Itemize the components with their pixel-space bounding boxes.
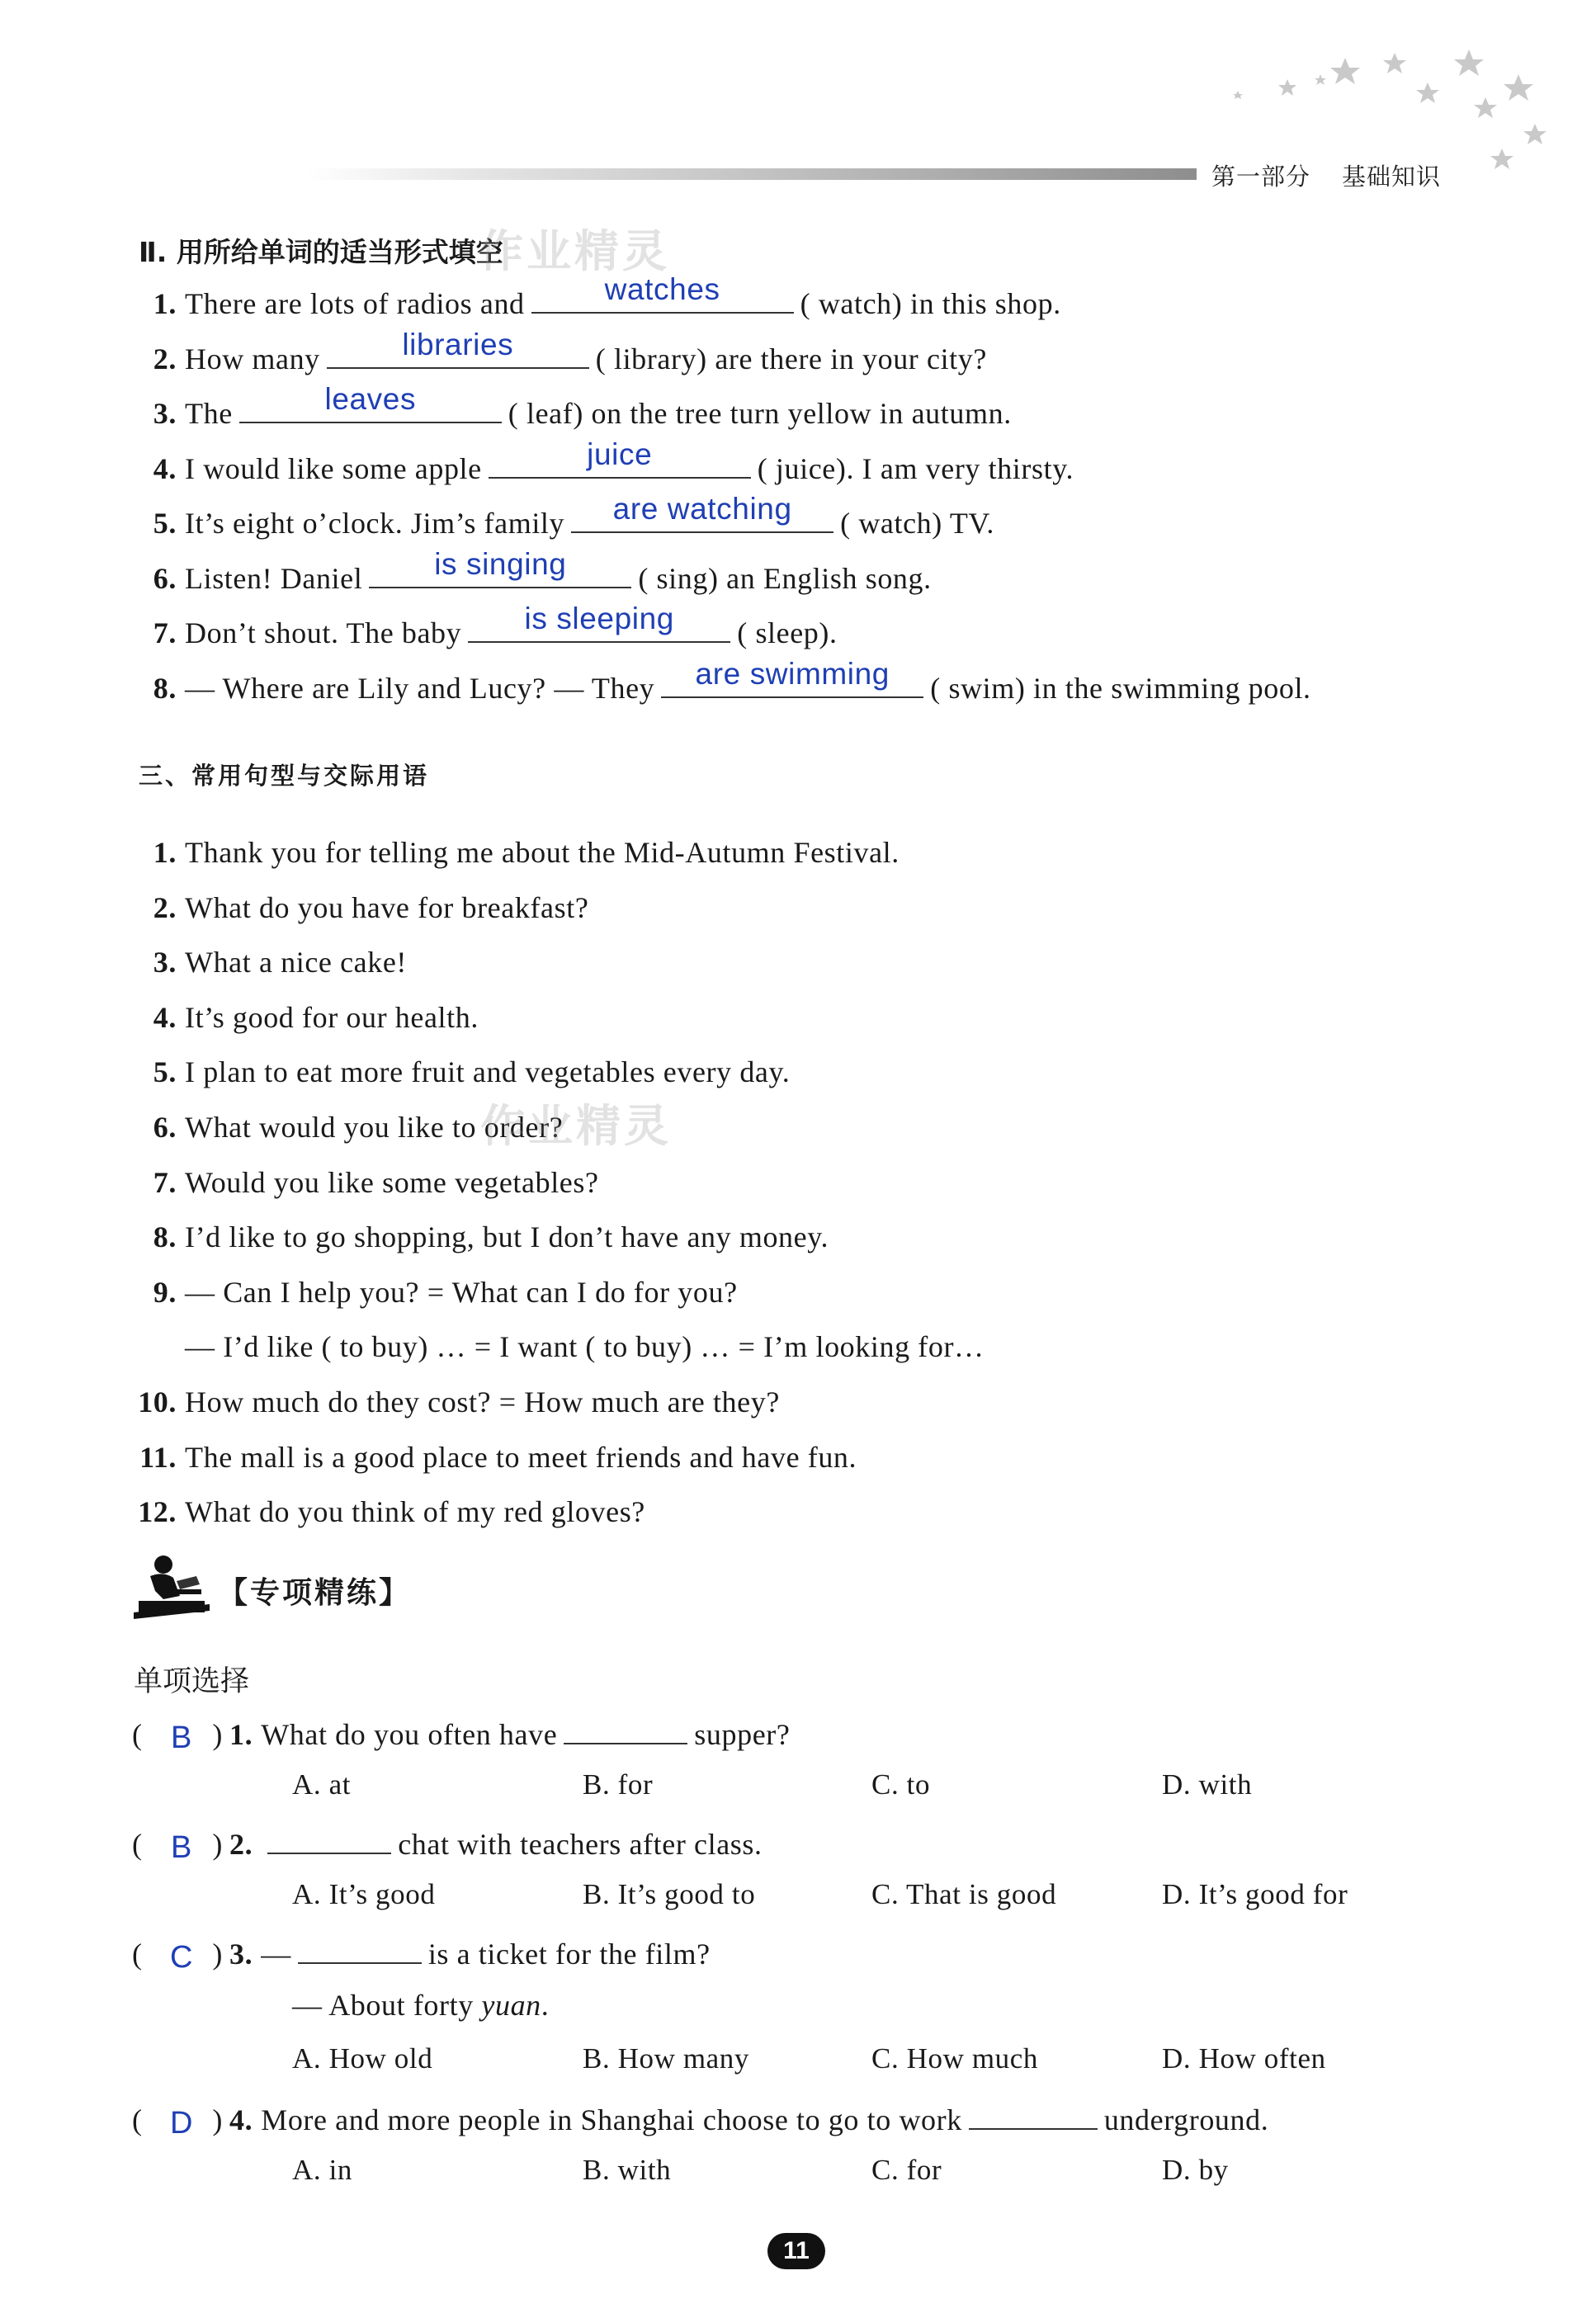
fill-in-item xyxy=(147,437,1074,486)
sentence-text: I’d like to go shopping, but I don’t have any money. xyxy=(185,1220,829,1254)
sentence-item xyxy=(130,1329,985,1364)
choice-option: B. It’s good to xyxy=(583,1878,756,1910)
bracket-right: ) xyxy=(212,1828,223,1861)
sentence-item xyxy=(130,835,900,870)
item-text-after: ( leaf) on the tree turn yellow in autumn. xyxy=(508,397,1012,430)
sentence-text: It’s good for our health. xyxy=(185,1000,479,1034)
question-item xyxy=(132,1933,711,1975)
watermark-top: 作业精灵 xyxy=(479,225,670,277)
question-blank xyxy=(969,2098,1098,2130)
question-text-after: underground. xyxy=(1103,2103,1269,2136)
fill-in-item xyxy=(147,602,838,650)
question-text-before: — xyxy=(261,1938,291,1971)
handwritten-answer: watches xyxy=(604,272,720,306)
handwritten-answer: is singing xyxy=(434,546,567,581)
item-number: 1. xyxy=(153,287,177,320)
sentence-text: — I’d like ( to buy) … = I want ( to buy) … = I’m looking for… xyxy=(185,1330,985,1364)
practice-heading: 【专项精练】 xyxy=(218,1576,412,1610)
choice-option: B. How many xyxy=(583,2042,750,2075)
sentence-item xyxy=(130,890,588,925)
item-text-before: Listen! Daniel xyxy=(185,561,363,595)
page-number: 11 xyxy=(767,2233,825,2269)
question-text-after: supper? xyxy=(694,1718,791,1751)
choice-option: C. to xyxy=(871,1768,931,1801)
item-text-after: ( sing) an English song. xyxy=(638,561,932,595)
choice-option: D. by xyxy=(1162,2154,1229,2186)
answer-bracket xyxy=(132,1717,229,1755)
fill-in-item xyxy=(147,327,987,376)
choice-option: D. How often xyxy=(1162,2042,1326,2075)
fill-in-item xyxy=(147,656,1311,706)
handwritten-choice: B xyxy=(171,1830,192,1865)
response-end: . xyxy=(541,1989,550,2022)
sentence-text: How much do they cost? = How much are they? xyxy=(185,1385,780,1418)
item-number: 4. xyxy=(153,451,177,485)
answer-blank xyxy=(531,272,794,314)
choice-option: D. It’s good for xyxy=(1162,1878,1348,1910)
bracket-left: ( xyxy=(132,1718,143,1751)
choice-option: A. at xyxy=(292,1768,352,1801)
answer-blank xyxy=(239,382,502,423)
sentence-text: I plan to eat more fruit and vegetables every day. xyxy=(185,1055,791,1089)
item-number: 8. xyxy=(153,671,177,705)
handwritten-answer: is sleeping xyxy=(524,602,674,635)
bracket-right: ) xyxy=(212,1718,223,1751)
question-number: 2. xyxy=(229,1828,253,1861)
sentence-item xyxy=(130,945,407,979)
item-text-before: How many xyxy=(185,342,320,375)
bracket-right: ) xyxy=(212,2103,223,2136)
sentence-item xyxy=(130,1220,829,1254)
item-number: 2. xyxy=(153,342,177,375)
header-part: 第一部分 xyxy=(1211,163,1311,191)
fill-in-item xyxy=(147,546,932,596)
choice-option: A. It’s good xyxy=(292,1878,436,1910)
item-number: 3. xyxy=(153,397,177,430)
sentence-text: What do you have for breakfast? xyxy=(185,890,589,924)
handwritten-choice: B xyxy=(171,1721,192,1755)
item-number: 10. xyxy=(138,1385,177,1418)
item-number: 6. xyxy=(153,561,177,595)
question-blank xyxy=(298,1933,422,1964)
fill-in-item xyxy=(147,272,1061,321)
sentence-text: What a nice cake! xyxy=(185,946,408,979)
item-text-after: ( library) are there in your city? xyxy=(595,342,987,375)
sentence-text: What do you think of my red gloves? xyxy=(185,1495,645,1529)
header-rule xyxy=(305,168,1197,180)
response-text: — About forty xyxy=(292,1989,482,2022)
answer-blank xyxy=(571,492,833,533)
practice-subheading: 单项选择 xyxy=(134,1665,250,1698)
sentence-item xyxy=(130,1440,857,1475)
response-italic: yuan xyxy=(481,1989,541,2022)
item-text-before: — Where are Lily and Lucy? — They xyxy=(185,671,655,705)
item-number: 2. xyxy=(153,890,177,924)
choice-option: B. for xyxy=(583,1768,654,1801)
running-header xyxy=(1211,158,1441,192)
item-number: 6. xyxy=(153,1111,177,1144)
item-text-before: The xyxy=(185,397,233,430)
question-number: 3. xyxy=(229,1938,253,1971)
item-number: 9. xyxy=(153,1275,177,1309)
item-text-after: ( sleep). xyxy=(737,616,838,649)
sentence-item xyxy=(130,1494,645,1529)
sentence-item xyxy=(130,1165,599,1200)
item-number: 12. xyxy=(138,1495,177,1529)
question-response xyxy=(292,1988,549,2023)
choice-option: A. How old xyxy=(292,2042,433,2075)
sentence-text: The mall is a good place to meet friends and have fun. xyxy=(185,1440,857,1474)
item-text-after: ( watch) in this shop. xyxy=(800,287,1061,320)
section2-heading: Ⅱ. 用所给单词的适当形式填空 xyxy=(139,236,503,268)
item-text-after: ( juice). I am very thirsty. xyxy=(757,451,1074,485)
bracket-right: ) xyxy=(212,1938,223,1971)
section3-heading: 三、常用句型与交际用语 xyxy=(139,762,430,790)
sentence-item xyxy=(130,1055,790,1089)
question-text-after: is a ticket for the film? xyxy=(427,1938,711,1971)
question-number: 1. xyxy=(229,1718,253,1751)
student-desk-icon xyxy=(130,1553,211,1621)
question-blank xyxy=(564,1713,687,1744)
question-text-before: What do you often have xyxy=(261,1718,558,1751)
choice-option: C. That is good xyxy=(871,1878,1057,1910)
handwritten-choice: C xyxy=(169,1940,194,1975)
item-number: 5. xyxy=(153,1055,177,1089)
sentence-text: Would you like some vegetables? xyxy=(185,1165,599,1199)
item-number: 7. xyxy=(153,1165,177,1199)
item-text-before: There are lots of radios and xyxy=(185,287,525,320)
choice-option: D. with xyxy=(1162,1768,1253,1801)
item-number: 5. xyxy=(153,507,177,540)
answer-blank xyxy=(369,546,631,588)
answer-bracket xyxy=(132,1937,229,1975)
item-text-before: I would like some apple xyxy=(185,451,482,485)
item-number: 11. xyxy=(139,1440,177,1474)
question-item xyxy=(132,2098,1269,2141)
question-item xyxy=(132,1823,763,1865)
question-number: 4. xyxy=(229,2103,253,2136)
fill-in-item xyxy=(147,382,1012,431)
sentence-text: What would you like to order? xyxy=(185,1111,564,1144)
handwritten-answer: are swimming xyxy=(695,656,890,691)
bracket-left: ( xyxy=(132,1828,143,1861)
handwritten-answer: leaves xyxy=(324,382,417,416)
handwritten-answer: juice xyxy=(587,437,653,471)
choice-option: C. for xyxy=(871,2154,942,2186)
answer-blank xyxy=(327,327,589,369)
item-text-after: ( swim) in the swimming pool. xyxy=(930,671,1311,705)
question-item xyxy=(132,1713,791,1755)
sentence-text: Thank you for telling me about the Mid-Autumn Festival. xyxy=(185,836,900,869)
item-text-before: It’s eight o’clock. Jim’s family xyxy=(185,507,565,540)
answer-blank xyxy=(468,602,730,643)
item-text-before: Don’t shout. The baby xyxy=(185,616,462,649)
item-number: 1. xyxy=(153,836,177,869)
choice-option: C. How much xyxy=(871,2042,1039,2075)
sentence-item xyxy=(130,1385,780,1419)
sentence-item xyxy=(130,1000,479,1035)
item-number: 8. xyxy=(153,1220,177,1254)
handwritten-choice: D xyxy=(169,2106,194,2141)
question-blank xyxy=(267,1823,391,1854)
item-number: 3. xyxy=(153,946,177,979)
bracket-left: ( xyxy=(132,2103,143,2136)
question-text-before: More and more people in Shanghai choose to go to work xyxy=(261,2103,962,2136)
sentence-text: — Can I help you? = What can I do for you? xyxy=(185,1275,738,1309)
bracket-left: ( xyxy=(132,1938,143,1971)
handwritten-answer: are watching xyxy=(612,492,792,526)
item-number: 4. xyxy=(153,1000,177,1034)
handwritten-answer: libraries xyxy=(402,327,514,361)
question-text-after: chat with teachers after class. xyxy=(398,1828,763,1861)
header-title: 基础知识 xyxy=(1342,163,1442,191)
answer-blank xyxy=(661,656,923,698)
answer-bracket xyxy=(132,2103,229,2141)
item-number: 7. xyxy=(153,616,177,649)
watermark-middle: 作业精灵 xyxy=(480,1100,672,1152)
answer-blank xyxy=(489,437,751,479)
choice-option: B. with xyxy=(583,2154,672,2186)
choice-option: A. in xyxy=(292,2154,352,2186)
sentence-item xyxy=(130,1275,738,1310)
fill-in-item xyxy=(147,492,994,540)
answer-bracket xyxy=(132,1827,229,1865)
item-text-after: ( watch) TV. xyxy=(840,507,994,540)
